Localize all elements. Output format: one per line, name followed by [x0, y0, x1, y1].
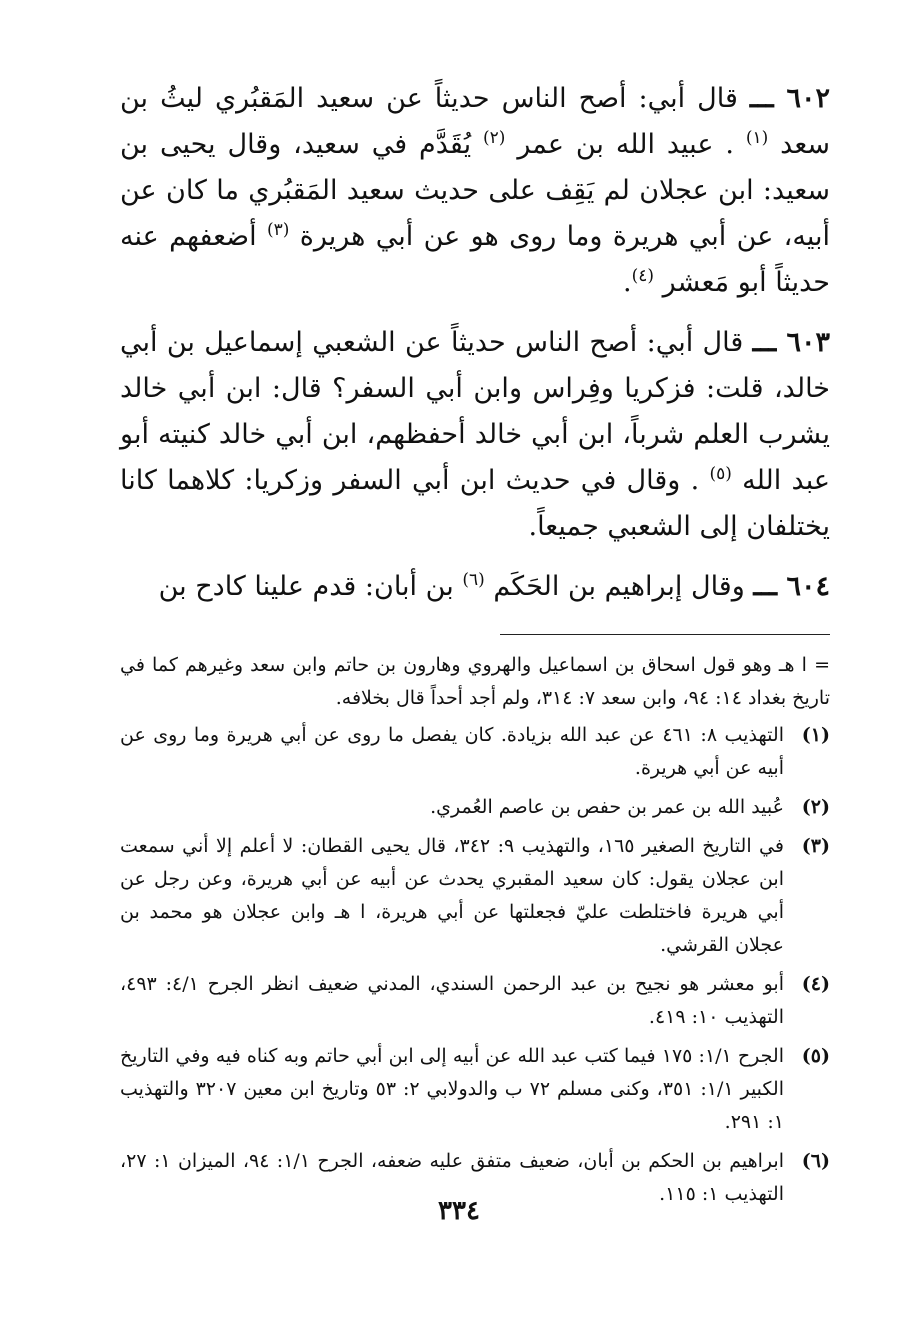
footnote-text: التهذيب ٨: ٤٦١ عن عبد الله بزيادة. كان يفصل ما روى عن أبي هريرة وما روى عن أبيه عن أبي هريرة.: [120, 724, 784, 779]
footnote-4: [120, 968, 830, 1034]
footnote-continuation: = ا هـ وهو قول اسحاق بن اسماعيل والهروي وهارون بن حاتم وابن سعد وغيرهم كما في تاريخ بغداد ١٤: ٩٤، وابن سعد ٧: ٣١٤، ولم أجد أحداً قال بخلافه.: [120, 654, 830, 709]
footnote-2: [120, 791, 830, 824]
footnote-mark: (٣): [801, 835, 830, 857]
entry-text: أضعفهم عنه حديثاً أبو مَعشر: [120, 221, 830, 298]
entry-604: [120, 564, 830, 610]
footnote-ref[interactable]: (٤): [631, 266, 655, 286]
entry-text: قال أبي: أصح الناس حديثاً عن الشعبي إسماعيل بن أبي خالد، قلت: فزكريا وفِراس وابن أبي السفر؟ قال: ابن أبي خالد يشرب العلم شرباً، ابن أبي خالد أحفظهم، ابن أبي خالد كنيته أبو عبد الله: [120, 327, 830, 496]
entry-number: ٦٠٢ ـــ: [749, 83, 830, 114]
entry-number: ٦٠٤ ـــ: [753, 571, 830, 602]
footnote-ref[interactable]: (١): [745, 128, 769, 148]
entry-602: [120, 76, 830, 306]
footnote-text: ابراهيم بن الحكم بن أبان، ضعيف متفق عليه ضعفه، الجرح ١/١: ٩٤، الميزان ١: ٢٧، التهذيب ١: ١١٥.: [120, 1150, 784, 1205]
footnote-ref[interactable]: (٢): [483, 128, 506, 148]
footnote-mark: (٢): [801, 796, 830, 818]
footnote-mark: (٤): [801, 973, 830, 995]
footnote-text: أبو معشر هو نجيح بن عبد الرحمن السندي، المدني ضعيف انظر الجرح ٤/١: ٤٩٣، التهذيب ١٠: ٤١٩.: [120, 973, 784, 1028]
footnote-text: في التاريخ الصغير ١٦٥، والتهذيب ٩: ٣٤٢، قال يحيى القطان: لا أعلم إلا أني سمعت ابن عجلان يقول: كان سعيد المقبري يحدث عن أبيه عن أبي هريرة، وعن رجل عن أبي هريرة فاختلطت عليّ فجعلتها عن أبي هريرة، ا هـ وابن عجلان هو محمد بن عجلان القرشي.: [120, 835, 784, 956]
entry-text: بن أبان: قدم علينا كادح بن: [158, 571, 454, 602]
entry-text: . عبيد الله بن عمر: [517, 129, 734, 160]
entry-number: ٦٠٣ ـــ: [752, 327, 830, 358]
footnote-divider: [500, 634, 830, 635]
footnote-text: عُبيد الله بن عمر بن حفص بن عاصم العُمري.: [430, 796, 784, 818]
footnote-mark: (٦): [801, 1150, 830, 1172]
entry-text: .: [623, 267, 632, 298]
footnote-text: الجرح ١/١: ١٧٥ فيما كتب عبد الله عن أبيه إلى ابن أبي حاتم وبه كناه فيه وفي التاريخ الكبير ١/١: ٣٥١، وكنى مسلم ٧٢ ب والدولابي ٢: ٥٣ وتاريخ ابن معين ٣٢٠٧ والتهذيب ١: ٢٩١.: [120, 1045, 784, 1133]
entry-603: [120, 320, 830, 550]
entry-text: يُقَدَّم في سعيد، وقال يحيى بن سعيد: ابن عجلان لم يَقِف على حديث سعيد المَقبُري ما كان عن أبيه، عن أبي هريرة وما روى هو عن أبي هريرة: [120, 129, 830, 252]
footnote-ref[interactable]: (٣): [266, 220, 290, 240]
page-number: ٣٣٤: [438, 1196, 480, 1226]
footnote-5: [120, 1040, 830, 1139]
entry-text: قال أبي: أصح الناس حديثاً عن سعيد المَقبُري ليثُ بن سعد: [120, 83, 830, 160]
footnote-1: [120, 719, 830, 785]
footnote-3: [120, 830, 830, 962]
footnote-ref[interactable]: (٦): [462, 570, 485, 590]
footnote-ref[interactable]: (٥): [709, 464, 732, 484]
entry-text: . وقال في حديث ابن أبي السفر وزكريا: كلاهما كانا يختلفان إلى الشعبي جميعاً.: [120, 465, 830, 542]
entry-text: وقال إبراهيم بن الحَكَم: [493, 571, 745, 602]
footnote-mark: (٥): [801, 1045, 830, 1067]
footnote-mark: (١): [801, 724, 830, 746]
